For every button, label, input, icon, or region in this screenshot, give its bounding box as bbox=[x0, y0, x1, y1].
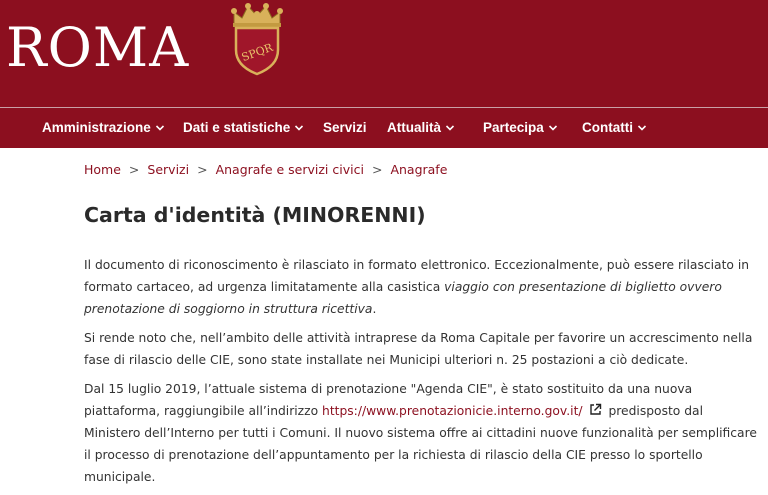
nav-item-contatti[interactable]: Contatti bbox=[582, 108, 647, 148]
main-nav bbox=[0, 108, 768, 148]
nav-item-partecipa[interactable]: Partecipa bbox=[483, 108, 558, 148]
breadcrumb-servizi[interactable]: Servizi bbox=[147, 162, 190, 177]
breadcrumb-anagrafe[interactable]: Anagrafe bbox=[390, 162, 448, 177]
paragraph-agenda-cie: Dal 15 luglio 2019, l’attuale sistema di prenotazione "Agenda CIE", è stato sostituito da una nuova piattaforma, raggiungibile all’indirizzo https://www.prenotazionicie.interno.gov.it/ predisposto dal Ministero dell’Interno per tutti i Comuni. Il nuovo sistema offre ai cittadini nuove funzionalità per semplificare il processo di prenotazione dell’appuntamento per la richiesta di rilascio della CIE presso lo sportello municipale. bbox=[84, 382, 757, 484]
paragraph-electronic-document: Il documento di riconoscimento è rilasciato in formato elettronico. Eccezionalmente, può essere rilasciato in formato cartaceo, ad urgenza limitatamente alla casistica viaggio con presentazione di biglietto ovvero prenotazione di soggiorno in struttura ricettiva. bbox=[84, 258, 750, 316]
chevron-down-icon bbox=[155, 123, 165, 133]
page-title: Carta d'identità (MINORENNI) bbox=[84, 203, 426, 227]
emphasis-travel-case: viaggio con presentazione di biglietto ovvero prenotazione di soggiorno in struttura ricettiva bbox=[84, 280, 722, 316]
breadcrumb-anagrafe-servizi-civici[interactable]: Anagrafe e servizi civici bbox=[215, 162, 364, 177]
breadcrumb-separator: > bbox=[371, 162, 383, 177]
nav-item-dati-e-statistiche[interactable]: Dati e statistiche bbox=[183, 108, 304, 148]
page-content bbox=[84, 254, 760, 495]
chevron-down-icon bbox=[548, 123, 558, 133]
paragraph-postazioni: Si rende noto che, nell’ambito delle attività intraprese da Roma Capitale per favorire un accrescimento nella fase di rilascio delle CIE, sono state installate nei Municipi ulteriori n. 25 postazioni a ciò dedicate. bbox=[84, 331, 753, 367]
crest-text: SPQR bbox=[239, 40, 275, 65]
breadcrumb-home[interactable]: Home bbox=[84, 162, 121, 177]
chevron-down-icon bbox=[637, 123, 647, 133]
breadcrumb-separator: > bbox=[197, 162, 208, 177]
breadcrumb-separator: > bbox=[128, 162, 140, 177]
nav-item-attualita[interactable]: Attualità bbox=[387, 108, 455, 148]
nav-item-servizi[interactable]: Servizi bbox=[323, 120, 367, 135]
chevron-down-icon bbox=[445, 123, 455, 133]
roma-crest-icon[interactable] bbox=[228, 2, 286, 76]
external-link-icon[interactable] bbox=[589, 403, 602, 416]
nav-item-amministrazione[interactable]: Amministrazione bbox=[42, 108, 165, 148]
breadcrumb bbox=[84, 160, 447, 180]
prenotazione-cie-link[interactable]: https://www.prenotazionicie.interno.gov.it/ bbox=[322, 404, 583, 418]
chevron-down-icon bbox=[294, 123, 304, 133]
site-logo-text[interactable]: ROMA bbox=[6, 16, 190, 79]
site-header bbox=[0, 0, 768, 107]
